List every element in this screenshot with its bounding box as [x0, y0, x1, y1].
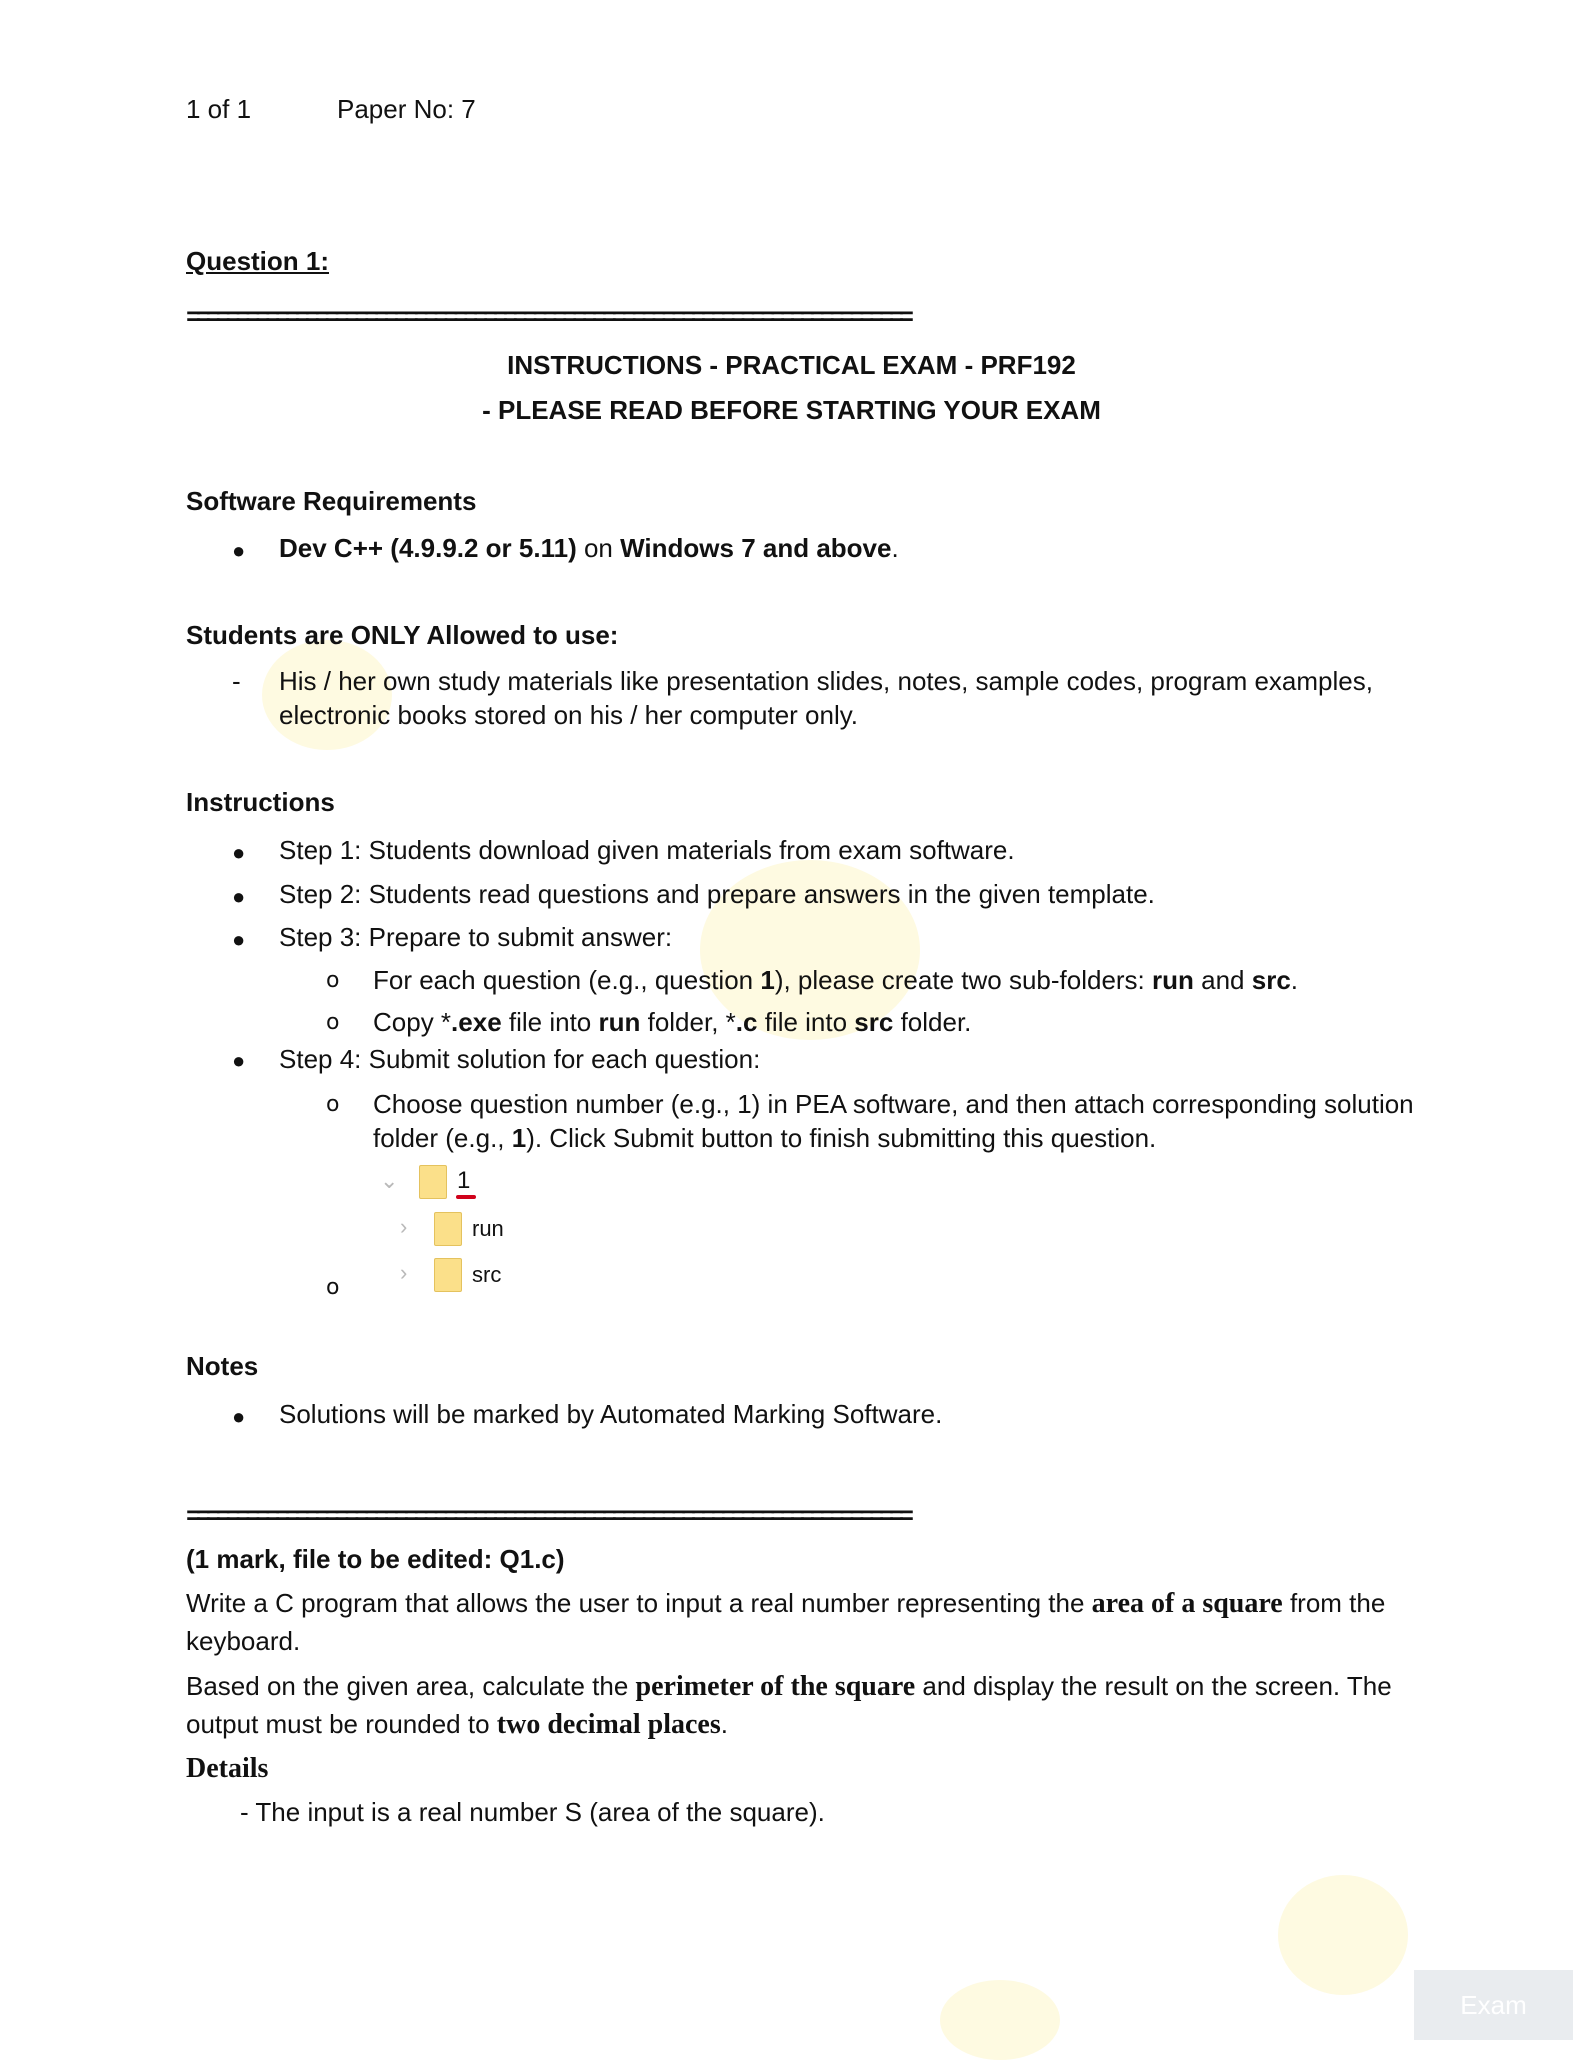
software-item: Dev C++ (4.9.9.2 or 5.11) on Windows 7 and above. [279, 533, 899, 563]
details-heading: Details [186, 1753, 269, 1784]
sub-bullet-icon: o [326, 1010, 340, 1035]
instructions-subtitle: - PLEASE READ BEFORE STARTING YOUR EXAM [482, 395, 1101, 425]
sub-bullet-icon: o [326, 1275, 340, 1300]
details-item: - The input is a real number S (area of the square). [240, 1797, 825, 1827]
paper-number: Paper No: 7 [337, 94, 476, 124]
question-title: Question 1: [186, 246, 330, 276]
red-underline-mark [456, 1195, 476, 1199]
sub-bullet-icon: o [326, 1092, 340, 1117]
step-1: Step 1: Students download given materials from exam software. [279, 835, 1015, 865]
software-heading: Software Requirements [186, 486, 477, 516]
watermark-blob [940, 1980, 1060, 2060]
instructions-title: INSTRUCTIONS - PRACTICAL EXAM - PRF192 [507, 350, 1076, 380]
separator-line: ========================================================================= [186, 304, 909, 333]
step-3-sub-1: For each question (e.g., question 1), please create two sub-folders: run and src. [373, 965, 1299, 995]
task-mark: (1 mark, file to be edited: Q1.c) [186, 1544, 565, 1574]
dash-marker: - [232, 666, 241, 696]
folder-icon [419, 1165, 447, 1199]
folder-root-label: 1 [457, 1167, 471, 1194]
task-paragraph-1-line-2: keyboard. [186, 1626, 301, 1656]
allowed-line-1: His / her own study materials like presentation slides, notes, sample codes, program examples, [279, 666, 1373, 696]
chevron-right-icon: › [400, 1260, 408, 1285]
bullet-icon: ● [232, 840, 246, 865]
step-3: Step 3: Prepare to submit answer: [279, 922, 673, 952]
folder-run-label: run [472, 1216, 504, 1241]
separator-line: ========================================================================= [186, 1503, 909, 1532]
step-4-sub-line-2: folder (e.g., 1). Click Submit button to finish submitting this question. [373, 1123, 1157, 1153]
instructions-heading: Instructions [186, 787, 335, 817]
chevron-right-icon: › [400, 1214, 408, 1239]
page-count: 1 of 1 [186, 94, 252, 124]
task-paragraph-2-line-2: output must be rounded to two decimal places. [186, 1709, 728, 1740]
step-3-sub-2: Copy *.exe file into run folder, *.c file into src folder. [373, 1007, 972, 1037]
watermark-blob [1278, 1875, 1408, 1995]
bullet-icon: ● [232, 1048, 246, 1073]
bullet-icon: ● [232, 1404, 246, 1429]
allowed-heading: Students are ONLY Allowed to use: [186, 620, 619, 650]
bullet-icon: ● [232, 927, 246, 952]
fu-exam-logo [1414, 1970, 1573, 2040]
step-2: Step 2: Students read questions and prepare answers in the given template. [279, 879, 1155, 909]
folder-icon [434, 1258, 462, 1292]
step-4-sub-line-1: Choose question number (e.g., 1) in PEA software, and then attach corresponding solution [373, 1089, 1414, 1119]
bullet-icon: ● [232, 538, 246, 563]
folder-icon [434, 1212, 462, 1246]
sub-bullet-icon: o [326, 968, 340, 993]
bullet-icon: ● [232, 884, 246, 909]
allowed-line-2: electronic books stored on his / her computer only. [279, 700, 859, 730]
notes-heading: Notes [186, 1351, 259, 1381]
step-4: Step 4: Submit solution for each question: [279, 1044, 761, 1074]
logo-text: Exam [1460, 1989, 1527, 2020]
task-paragraph-1-line-1: Write a C program that allows the user to input a real number representing the area of a square from the [186, 1588, 1386, 1619]
folder-src-label: src [472, 1262, 502, 1287]
chevron-down-icon: ⌄ [380, 1168, 399, 1193]
task-paragraph-2-line-1: Based on the given area, calculate the perimeter of the square and display the result on the screen. The [186, 1671, 1392, 1702]
notes-item: Solutions will be marked by Automated Marking Software. [279, 1399, 943, 1429]
